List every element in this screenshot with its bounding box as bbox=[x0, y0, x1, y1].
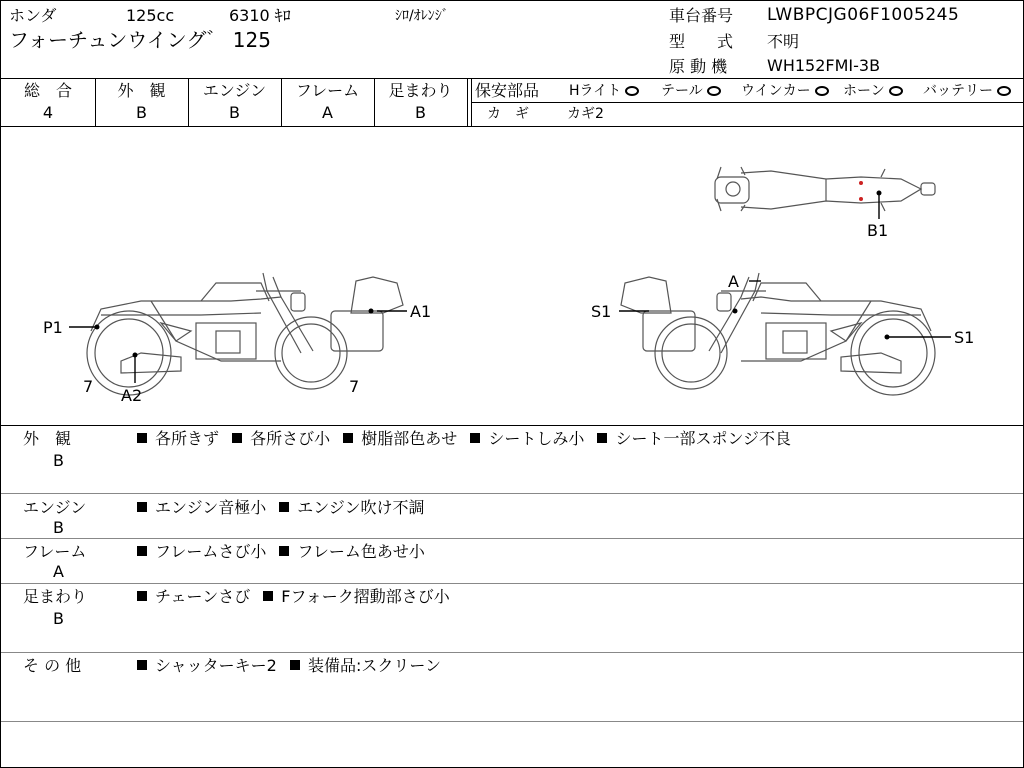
list-item: シャッターキー2 bbox=[137, 656, 277, 676]
square-bullet-icon bbox=[290, 660, 300, 670]
list-item: フレームさび小 bbox=[137, 542, 266, 562]
list-item: エンジン吹け不調 bbox=[279, 498, 424, 518]
safety-tail: テール bbox=[661, 82, 721, 100]
engine-label: 原 動 機 bbox=[669, 57, 728, 76]
divider bbox=[471, 78, 472, 126]
section-frame-grade: A bbox=[53, 562, 64, 581]
grade-frame-label: フレーム bbox=[295, 81, 360, 100]
square-bullet-icon bbox=[137, 502, 147, 512]
ok-mark-icon bbox=[815, 86, 829, 96]
chassis-value: LWBPCJG06F1005245 bbox=[767, 5, 960, 25]
safety-horn: ホーン bbox=[843, 82, 903, 100]
list-item: フレーム色あせ小 bbox=[279, 542, 424, 562]
section-suspension-label: 足まわり bbox=[23, 587, 88, 606]
list-item: シートしみ小 bbox=[470, 429, 584, 449]
body-color: ｼﾛ/ｵﾚﾝｼﾞ bbox=[395, 8, 449, 24]
safety-title: 保安部品 bbox=[475, 81, 540, 100]
engine-value: WH152FMI-3B bbox=[767, 56, 881, 75]
section-exterior-items bbox=[137, 429, 799, 449]
ok-mark-icon bbox=[625, 86, 639, 96]
square-bullet-icon bbox=[137, 591, 147, 601]
type-value: 不明 bbox=[767, 32, 800, 51]
divider bbox=[1, 583, 1023, 584]
divider bbox=[1, 538, 1023, 539]
model-name: フォーチュンウイング゛ 125 bbox=[9, 28, 271, 52]
divider bbox=[1, 652, 1023, 653]
list-item: 各所きず bbox=[137, 429, 219, 449]
divider bbox=[467, 78, 468, 126]
divider bbox=[471, 102, 1023, 103]
type-label: 型 式 bbox=[669, 32, 734, 51]
square-bullet-icon bbox=[343, 433, 353, 443]
section-engine-label: エンジン bbox=[23, 498, 87, 517]
divider bbox=[1, 721, 1023, 722]
section-frame-items bbox=[137, 542, 433, 562]
safety-headlight: Hライト bbox=[569, 82, 639, 100]
key-label: カ ギ bbox=[487, 106, 529, 122]
ok-mark-icon bbox=[707, 86, 721, 96]
safety-winker: ウインカー bbox=[741, 82, 829, 100]
grade-suspension-label: 足まわり bbox=[388, 81, 453, 100]
grade-overall-value: 4 bbox=[42, 103, 54, 122]
section-exterior-grade: B bbox=[53, 451, 64, 470]
maker: ホンダ bbox=[9, 6, 57, 25]
list-item: 各所さび小 bbox=[232, 429, 330, 449]
square-bullet-icon bbox=[137, 546, 147, 556]
divider bbox=[1, 425, 1023, 426]
mileage: 6310 ｷﾛ bbox=[229, 6, 291, 25]
square-bullet-icon bbox=[232, 433, 242, 443]
safety-battery: バッテリー bbox=[923, 82, 1011, 100]
square-bullet-icon bbox=[470, 433, 480, 443]
grade-exterior-label: 外 観 bbox=[117, 81, 166, 100]
label-7-right: 7 bbox=[349, 377, 360, 396]
list-item: Fフォーク摺動部さび小 bbox=[263, 587, 449, 607]
list-item: 装備品:スクリーン bbox=[290, 656, 441, 676]
divider bbox=[1, 493, 1023, 494]
section-frame-label: フレーム bbox=[23, 542, 87, 561]
label-b1: B1 bbox=[867, 221, 889, 240]
grade-exterior-value: B bbox=[136, 103, 147, 122]
label-a1: A1 bbox=[410, 302, 432, 321]
chassis-label: 車台番号 bbox=[669, 6, 734, 25]
square-bullet-icon bbox=[137, 660, 147, 670]
ok-mark-icon bbox=[997, 86, 1011, 96]
label-7-left: 7 bbox=[83, 377, 94, 396]
grade-engine-value: B bbox=[229, 103, 240, 122]
list-item: エンジン音極小 bbox=[137, 498, 266, 518]
section-other-label: そ の 他 bbox=[23, 656, 82, 675]
label-s1-left: S1 bbox=[591, 302, 612, 321]
section-engine-grade: B bbox=[53, 518, 64, 537]
grade-frame-value: A bbox=[322, 103, 333, 122]
divider bbox=[1, 78, 1023, 79]
square-bullet-icon bbox=[263, 591, 273, 601]
grade-suspension-value: B bbox=[415, 103, 426, 122]
section-exterior-label: 外 観 bbox=[23, 429, 72, 448]
list-item: チェーンさび bbox=[137, 587, 250, 607]
list-item: シート一部スポンジ不良 bbox=[597, 429, 791, 449]
label-s1-right: S1 bbox=[954, 328, 975, 347]
square-bullet-icon bbox=[597, 433, 607, 443]
square-bullet-icon bbox=[137, 433, 147, 443]
square-bullet-icon bbox=[279, 502, 289, 512]
ok-mark-icon bbox=[889, 86, 903, 96]
section-engine-items bbox=[137, 498, 433, 518]
label-a-top: A bbox=[728, 272, 739, 291]
grade-engine-label: エンジン bbox=[202, 81, 267, 100]
section-suspension-grade: B bbox=[53, 609, 64, 628]
section-other-items bbox=[137, 656, 449, 676]
motorcycle-diagram bbox=[1, 127, 1023, 425]
list-item: 樹脂部色あせ bbox=[343, 429, 457, 449]
square-bullet-icon bbox=[279, 546, 289, 556]
key-value: カギ2 bbox=[567, 106, 604, 122]
displacement: 125cc bbox=[126, 6, 175, 25]
grade-overall-label: 総 合 bbox=[23, 81, 72, 100]
section-suspension-items bbox=[137, 587, 458, 607]
label-a2: A2 bbox=[121, 386, 143, 405]
label-p1: P1 bbox=[43, 318, 63, 337]
